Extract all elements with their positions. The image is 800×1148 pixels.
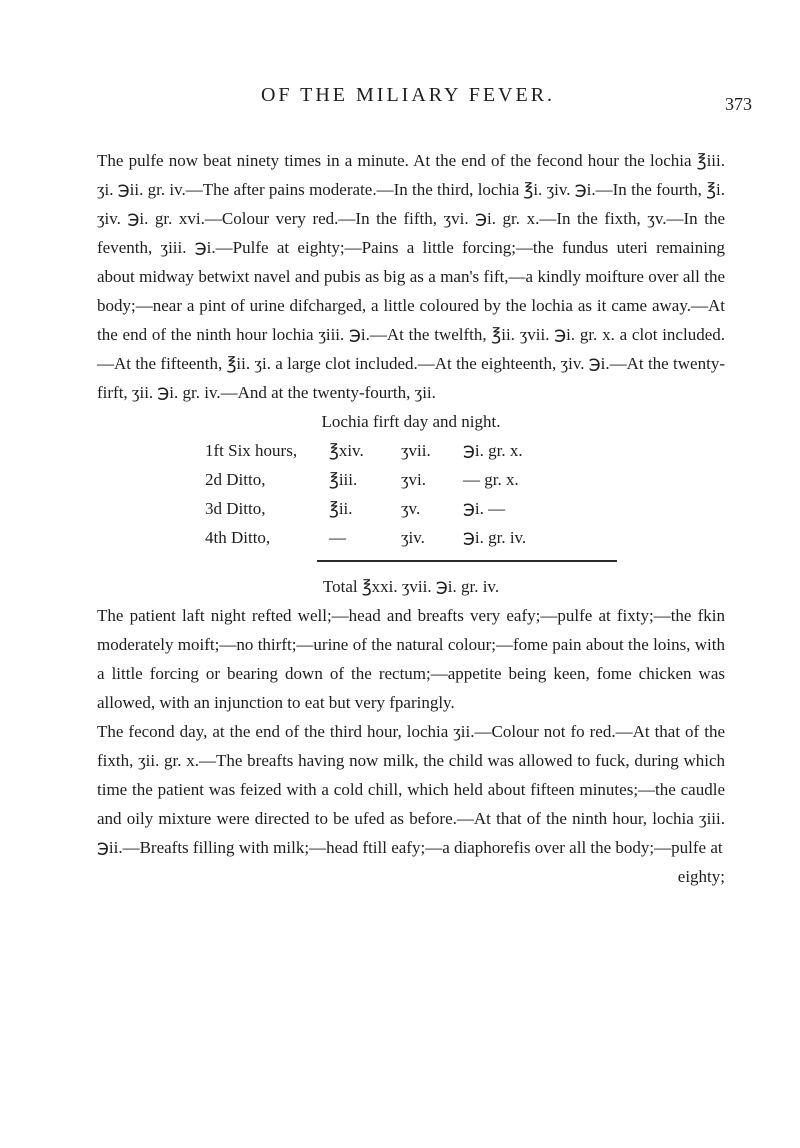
scruples-cell: ℈i. — <box>463 499 506 518</box>
row-label: 1ft Six hours, <box>205 441 298 460</box>
ounces-cell: ℥iii. <box>329 470 358 489</box>
ledger-title: Lochia firft day and night. <box>321 412 501 431</box>
ounces-cell: ℥ii. <box>329 499 353 518</box>
ounces-cell: — <box>329 528 346 547</box>
drams-cell: ʒv. <box>401 499 421 518</box>
paragraph: The fecond day, at the end of the third hour, lochia ʒii.—Colour not fo red.—At that of the fixth, ʒii. gr. x.—The breafts having now milk, the child was allowed to fuck, during which time the patient was feized with a cold chill, which held about fifteen minutes;—the caudle and oily mixture were directed to be ufed as before.—At that of the ninth hour, lochia ʒiii. ℈ii.—Breafts filling with milk;—head ftill eafy;—a diaphorefis over all the body;—pulfe at <box>97 722 725 857</box>
drams-cell: ʒvii. <box>401 441 431 460</box>
table-row <box>205 465 538 494</box>
drams-cell: ʒiv. <box>401 528 425 547</box>
catchword: eighty; <box>677 867 725 886</box>
page-number: 373 <box>725 94 752 114</box>
table-row <box>205 494 538 523</box>
row-label: 2d Ditto, <box>205 470 266 489</box>
scruples-cell: ℈i. gr. x. <box>463 441 523 460</box>
drams-cell: ʒvi. <box>401 470 427 489</box>
row-label: 4th Ditto, <box>205 528 271 547</box>
row-label: 3d Ditto, <box>205 499 266 518</box>
table-row <box>205 523 538 552</box>
ledger-total: Total ℥xxi. ʒvii. ℈i. gr. iv. <box>322 577 500 596</box>
running-title: OF THE MILIARY FEVER. <box>260 84 556 106</box>
total-rule <box>317 560 617 562</box>
paragraph: The patient laft night refted well;—head and breafts very eafy;—pulfe at fixty;—the fkin moderately moift;—no thirft;—urine of the natural colour;—fome pain about the loins, with a little forcing or bearing down of the rectum;—appetite being keen, fome chicken was allowed, with an injunction to eat but very fparingly. <box>97 606 725 712</box>
paragraph: The pulfe now beat ninety times in a minute. At the end of the fecond hour the lochia ℥iii. ʒi. ℈ii. gr. iv.—The after pains moderate.—In the third, lochia ℥i. ʒiv. ℈i.—In the fourth, ℥i. ʒiv. ℈i. gr. xvi.—Colour very red.—In the fifth, ʒvi. ℈i. gr. x.—In the fixth, ʒv.—In the feventh, ʒiii. ℈i.—Pulfe at eighty;—Pains a little forcing;—the fundus uteri remaining about midway betwixt navel and pubis as big as a man's fift,—a kindly moifture over all the body;—near a pint of urine difcharged, a little coloured by the lochia as it came away.—At the end of the ninth hour lochia ʒiii. ℈i.—At the twelfth, ℥ii. ʒvii. ℈i. gr. x. a clot included.—At the fifteenth, ℥ii. ʒi. a large clot included.—At the eighteenth, ʒiv. ℈i.—At the twenty-firft, ʒii. ℈i. gr. iv.—And at the twenty-fourth, ʒii. <box>97 151 725 402</box>
table-row <box>205 436 538 465</box>
body-text <box>97 146 725 891</box>
lochia-ledger-table <box>205 436 538 552</box>
scruples-cell: — gr. x. <box>463 470 519 489</box>
ounces-cell: ℥xiv. <box>329 441 364 460</box>
scruples-cell: ℈i. gr. iv. <box>463 528 527 547</box>
